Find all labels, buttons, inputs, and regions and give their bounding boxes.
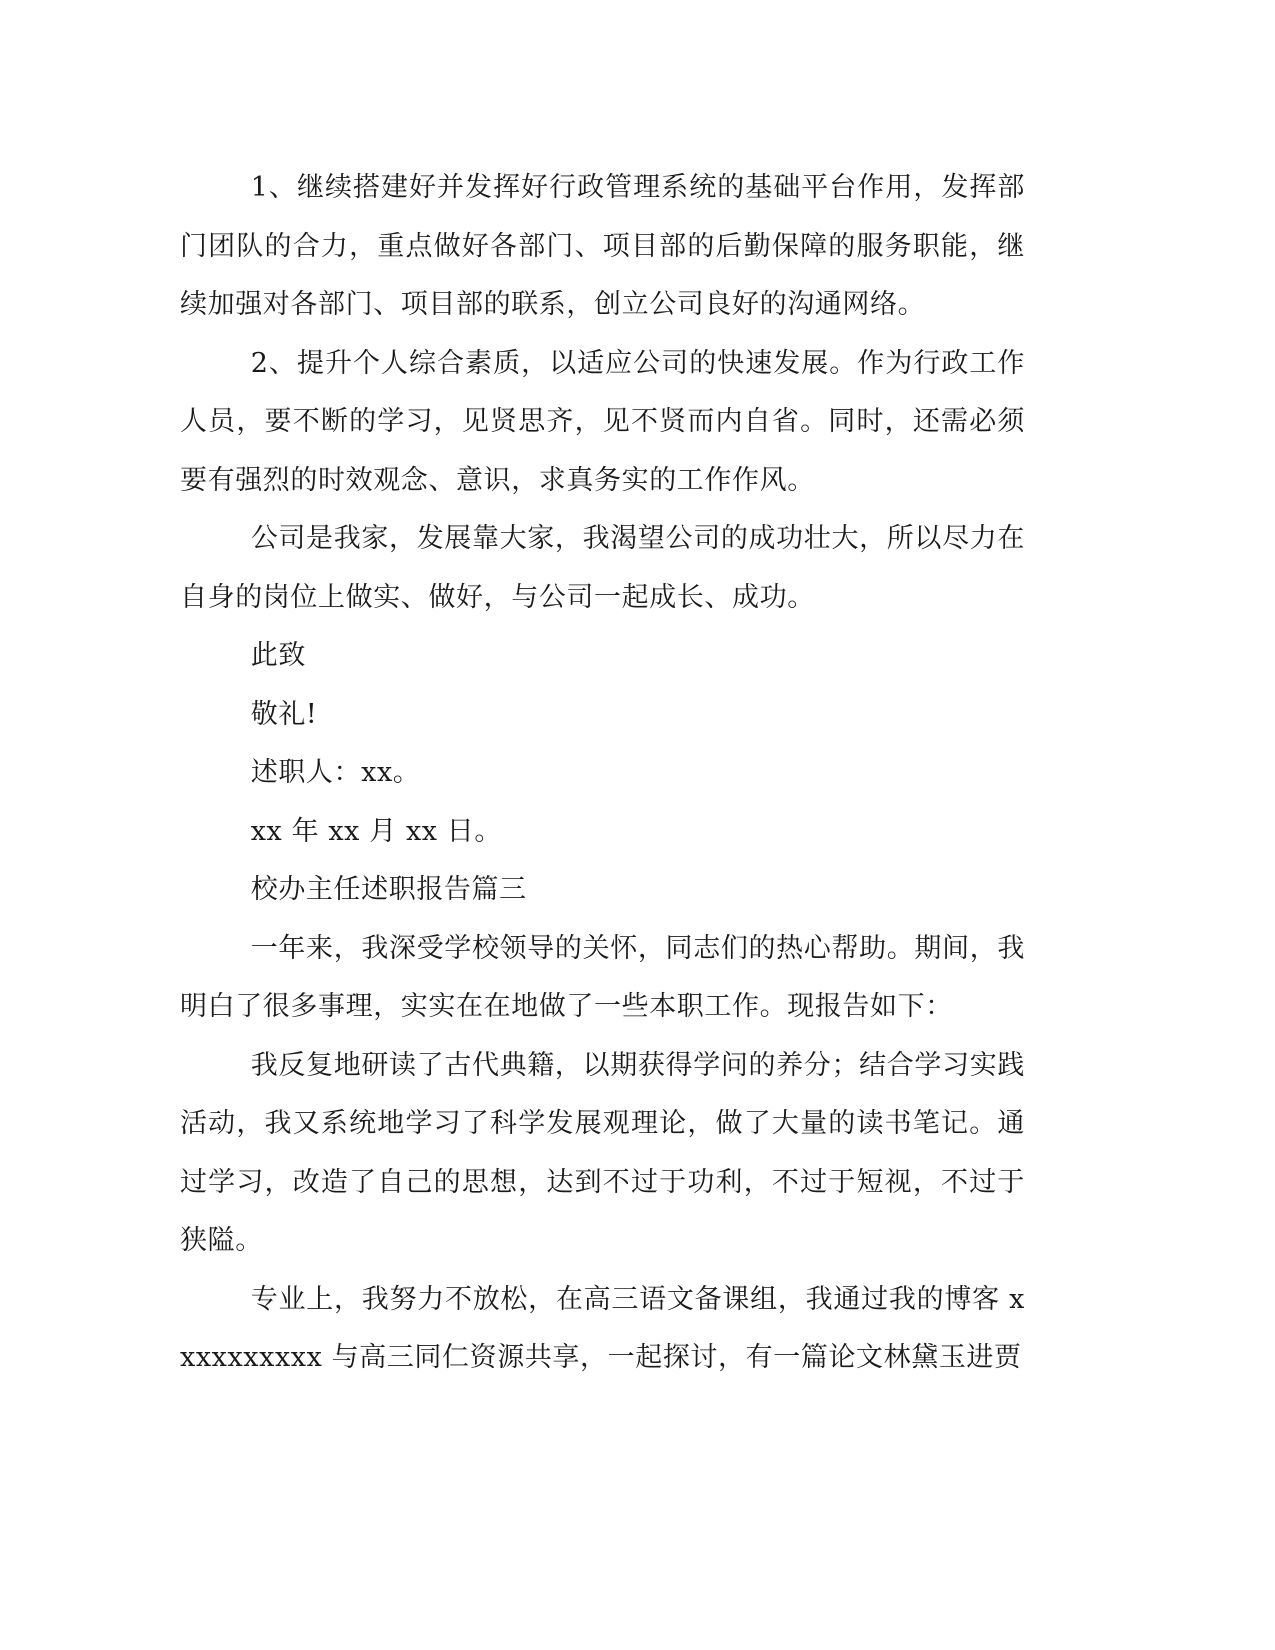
salutation-jingli: 敬礼! (250, 698, 318, 730)
document-body (180, 159, 1025, 1388)
salutation-cizhi: 此致 (250, 640, 306, 671)
paragraph-study: 我反复地研读了古代典籍，以期获得学问的养分；结合学习实践活动，我又系统地学习了科学发展观理论，做了大量的读书笔记。通过学习，改造了自己的思想，达到不过于功利，不过于短视，不过于狭隘。 (180, 1049, 1025, 1256)
paragraph-closing-statement: 公司是我家，发展靠大家，我渴望公司的成功壮大，所以尽力在自身的岗位上做实、做好，与公司一起成长、成功。 (180, 523, 1025, 613)
paragraph-professional: 专业上，我努力不放松，在高三语文备课组，我通过我的博客 xxxxxxxxxx 与高三同仁资源共享，一起探讨，有一篇论文林黛玉进贾 (180, 1283, 1025, 1373)
paragraph-intro: 一年来，我深受学校领导的关怀，同志们的热心帮助。期间，我明白了很多事理，实实在在地做了一些本职工作。现报告如下： (180, 932, 1025, 1022)
section-heading: 校办主任述职报告篇三 (250, 874, 527, 905)
signature-reporter: 述职人：xx。 (250, 757, 421, 788)
paragraph-item-1: 1、继续搭建好并发挥好行政管理系统的基础平台作用，发挥部门团队的合力，重点做好各部门、项目部的后勤保障的服务职能，继续加强对各部门、项目部的联系，创立公司良好的沟通网络。 (180, 172, 1025, 320)
signature-date: xx 年 xx 月 xx 日。 (250, 815, 503, 847)
paragraph-item-2: 2、提升个人综合素质，以适应公司的快速发展。作为行政工作人员，要不断的学习，见贤思齐，见不贤而内自省。同时，还需必须要有强烈的时效观念、意识，求真务实的工作作风。 (180, 347, 1025, 496)
